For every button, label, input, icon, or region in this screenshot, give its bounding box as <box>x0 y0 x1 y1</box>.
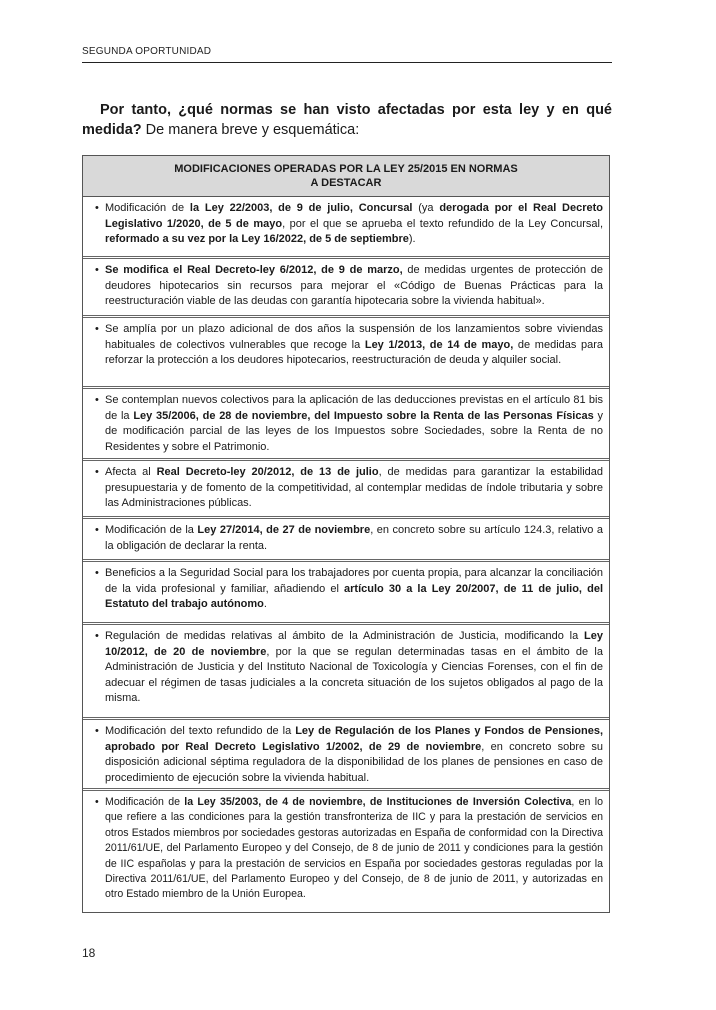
intro-paragraph <box>82 100 612 140</box>
text-segment: y de modificación parcial de las leyes de los Impuestos sobre Sociedades, sobre la Renta de no Residentes y sobre el Patrimonio. <box>105 409 603 453</box>
text-segment: de medidas para reforzar la protección a los deudores hipotecarios, reestructuración de deuda y alquiler social. <box>105 338 604 367</box>
bold-segment: Ley de Regulación de los Planes y Fondos de Pensiones, aprobado por Real Decreto Legislativo 1/2002, de 29 de noviembre <box>105 725 604 753</box>
intro-rest: De manera breve y esquemática: <box>141 122 360 138</box>
bullet-icon: • <box>95 796 99 808</box>
row-text <box>105 201 603 253</box>
bullet-icon: • <box>95 202 99 214</box>
bullet-icon: • <box>95 630 99 642</box>
text-segment: Modificación del texto refundido de la <box>105 725 296 737</box>
row-text <box>105 795 603 909</box>
text-segment: . <box>263 598 267 611</box>
bold-segment: artículo 30 a la Ley 20/2007, de 11 de julio, del Estatuto del trabajo autónomo <box>105 582 603 611</box>
row-text <box>105 629 603 714</box>
header-rule <box>82 62 612 63</box>
table-title-line-2: A DESTACAR <box>310 177 382 189</box>
table-row <box>83 458 609 516</box>
table-row <box>83 622 609 717</box>
table-row <box>83 516 609 559</box>
row-text <box>105 566 603 619</box>
row-text <box>105 322 603 383</box>
text-segment: Modificación de <box>105 202 190 214</box>
bullet-icon: • <box>95 524 99 536</box>
bold-segment: la Ley 22/2003, de 9 de julio, Concursal <box>189 202 413 214</box>
bold-segment: derogada por el Real Decreto Legislativo 1/2020, de 5 de mayo <box>105 202 603 230</box>
text-segment: ). <box>408 233 416 246</box>
table-row <box>83 788 609 912</box>
text-segment: , de medidas para garantizar la estabilidad presupuestaria y de fomento de la competitividad, al contemplar medidas de índole tributaria y sobre las Administraciones públicas. <box>105 466 604 510</box>
running-header: SEGUNDA OPORTUNIDAD <box>82 46 212 57</box>
bold-segment: Se modifica el Real Decreto-ley 6/2012, de 9 de marzo, <box>105 264 403 276</box>
table-title-line-1: MODIFICACIONES OPERADAS POR LA LEY 25/2015 EN NORMAS <box>174 163 518 175</box>
modifications-table <box>82 155 610 913</box>
bold-segment: Real Decreto-ley 20/2012, de 13 de julio <box>156 466 379 478</box>
table-row <box>83 315 609 386</box>
bold-segment: la Ley 35/2003, de 4 de noviembre, de Instituciones de Inversión Colectiva <box>184 796 572 808</box>
bullet-icon: • <box>95 323 99 335</box>
table-row <box>83 386 609 458</box>
bold-segment: reformado a su vez por la Ley 16/2022, de 5 de septiembre <box>105 233 409 246</box>
text-segment: , por la que se regulan determinadas tasas en el ámbito de la Administración de Justicia y del Instituto Nacional de Toxicología y Ciencias Forenses, con el fin de adecuar el régimen de tasas judiciales a la concreta situación de los sujetos obligados al pago de la misma. <box>105 645 603 705</box>
bullet-icon: • <box>95 394 99 406</box>
text-segment: Modificación de la <box>105 524 198 536</box>
row-text <box>105 393 603 455</box>
text-segment: Se amplía por un plazo adicional de dos años la suspensión de los lanzamientos sobre viviendas habituales de colectivos vulnerables que recoge la <box>105 323 603 351</box>
table-row <box>83 197 609 256</box>
text-segment: , en concreto sobre su disposición adicional séptima reguladora de la disponibilidad de los planes de pensiones en caso de procedimiento de ejecución sobre la vivienda habitual. <box>105 740 604 784</box>
table-row <box>83 717 609 788</box>
page-number: 18 <box>82 946 96 960</box>
table-row <box>83 256 609 315</box>
bold-segment: Ley 1/2013, de 14 de mayo, <box>364 338 514 351</box>
text-segment: Modificación de <box>105 796 185 808</box>
text-segment: Beneficios a la Seguridad Social para los trabajadores por cuenta propia, para alcanzar la conciliación de la vida profesional y familiar, añadiendo el <box>105 567 603 595</box>
row-text <box>105 263 603 312</box>
text-segment: Se contemplan nuevos colectivos para la aplicación de las deducciones previstas en el artículo 81 bis de la <box>105 394 603 422</box>
text-segment: , por el que se aprueba el texto refundido de la Ley Concursal, <box>282 217 603 230</box>
text-segment: , en concreto sobre su artículo 124.3, relativo a la obligación de declarar la renta. <box>105 524 603 552</box>
row-text <box>105 724 603 785</box>
bullet-icon: • <box>95 567 99 579</box>
row-text <box>105 523 603 556</box>
bold-segment: Ley 27/2014, de 27 de noviembre <box>197 524 371 536</box>
text-segment: de medidas urgentes de protección de deudores hipotecarios sin recursos para mejorar el «Código de Buenas Prácticas para la reestructuración viable de las deudas con garantía hipotecaria sobre la vivienda habitual». <box>105 264 603 308</box>
intro-question: Por tanto, ¿qué normas se han visto afectadas por esta ley y en qué medida? <box>82 102 612 138</box>
text-segment: , en lo que refiere a las condiciones para la gestión transfronteriza de IIC y para la prestación de servicios en otros Estados miembros por sociedades gestoras autorizadas en España de conformidad con la Directiva 2011/61/UE, del Parlamento Europeo y del Consejo, de 8 de junio de 2011 y condiciones para la gestión de IIC españolas y para la prestación de servicios en España por sociedades gestoras reguladas por la Directiva 2011/61/UE, del Parlamento Europeo y del Consejo, de 8 de junio de 2011, y autorizadas en otro Estado miembro de la Unión Europea. <box>105 796 603 901</box>
bold-segment: Ley 10/2012, de 20 de noviembre <box>105 630 603 658</box>
bullet-icon: • <box>95 725 99 737</box>
row-text <box>105 465 603 513</box>
text-segment: Afecta al <box>105 466 157 478</box>
table-row <box>83 559 609 622</box>
text-segment: (ya <box>412 202 440 214</box>
bullet-icon: • <box>95 264 99 276</box>
bold-segment: Ley 35/2006, de 28 de noviembre, del Impuesto sobre la Renta de las Personas Físicas <box>133 409 594 422</box>
text-segment: Regulación de medidas relativas al ámbito de la Administración de Justicia, modificando la <box>105 630 585 642</box>
table-header <box>83 156 609 197</box>
bullet-icon: • <box>95 466 99 478</box>
